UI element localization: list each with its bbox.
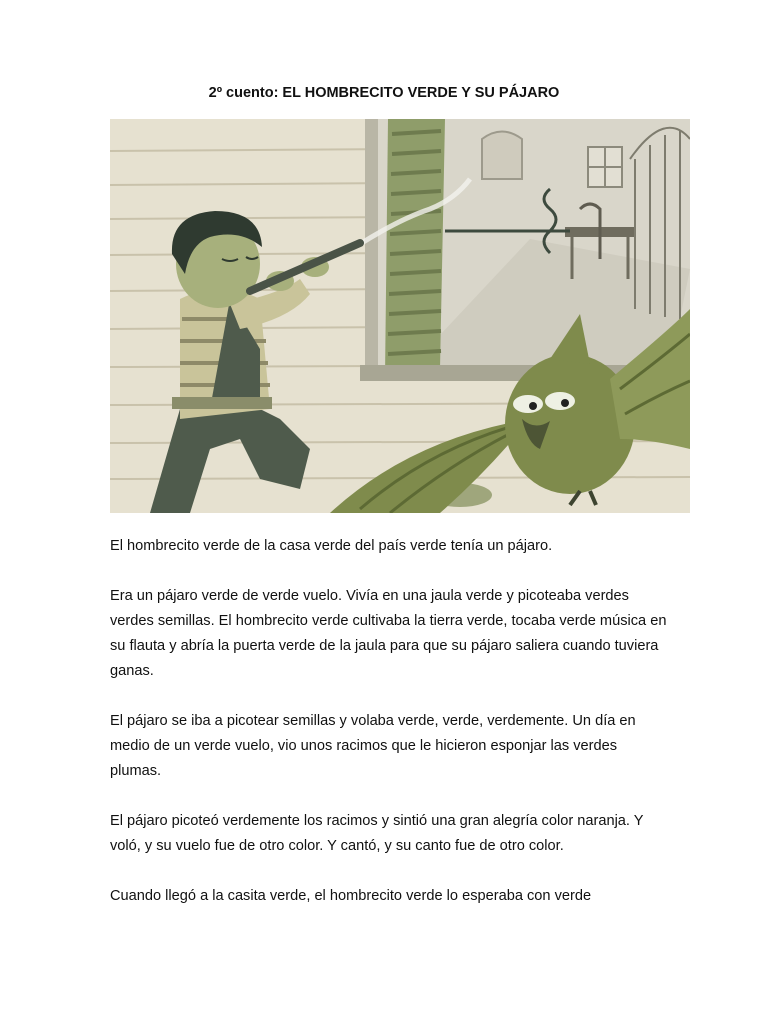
paragraph: Cuando llegó a la casita verde, el hombrecito verde lo esperaba con verde — [110, 888, 592, 904]
paragraph: El hombrecito verde de la casa verde del país verde tenía un pájaro. — [110, 538, 553, 554]
illustration-svg — [110, 119, 690, 513]
paragraph: Era un pájaro verde de verde vuelo. Vivía en una jaula verde y picoteaba verdes verdes semillas. El hombrecito verde cultivaba la tierra verde, tocaba verde música en su flauta y abría la puerta verde de la jaula para que su pájaro saliera cuando tuviera ganas. — [110, 588, 667, 679]
story-text — [110, 534, 670, 934]
bird-eye-right — [545, 392, 575, 410]
story-illustration — [110, 119, 690, 513]
document-title: 2º cuento: EL HOMBRECITO VERDE Y SU PÁJARO — [208, 85, 560, 101]
bird-eye-left — [513, 395, 543, 413]
interior-door — [482, 132, 522, 180]
window-shutter — [385, 119, 445, 377]
paragraph: El pájaro picoteó verdemente los racimos y sintió una gran alegría color naranja. Y voló, y su vuelo fue de otro color. Y cantó, y su canto fue de otro color. — [110, 813, 644, 854]
paragraph: El pájaro se iba a picotear semillas y volaba verde, verde, verdemente. Un día en medio de un verde vuelo, vio unos racimos que le hicieron esponjar las verdes plumas. — [110, 713, 636, 779]
